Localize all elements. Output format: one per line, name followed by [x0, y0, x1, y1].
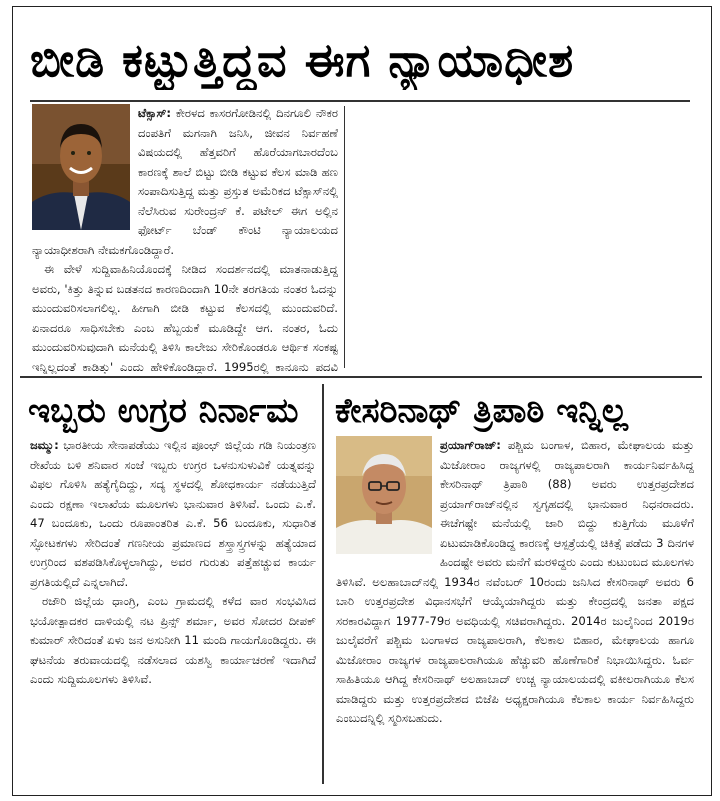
- story1-column-right: [352, 104, 692, 374]
- story3-paragraph-1: ಪಶ್ಚಿಮ ಬಂಗಾಳ, ಬಿಹಾರ, ಮೇಘಾಲಯ ಮತ್ತು ಮಿಜೋರಾಂ ರಾಜ್ಯಗಳಲ್ಲಿ ರಾಜ್ಯಪಾಲರಾಗಿ ಕಾರ್ಯನಿರ್ವಹಿಸಿದ್ದ ಕೇಸರಿನಾಥ್ ತ್ರಿಪಾಠಿ (88) ಅವರು ಉತ್ತರಪ್ರದೇಶದ ಪ್ರಯಾಗ್‌ರಾಜ್‌ನಲ್ಲಿನ ಸ್ವಗೃಹದಲ್ಲಿ ಭಾನುವಾರ ನಿಧನರಾದರು. ಈಚೆಗಷ್ಟೇ ಮನೆಯಲ್ಲಿ ಜಾರಿ ಬಿದ್ದು ಕುತ್ತಿಗೆಯ ಮೂಳೆಗೆ ಏಟುಮಾಡಿಕೊಂಡಿದ್ದ ಕಾರಣಕ್ಕೆ ಆಸ್ಪತ್ರೆಯಲ್ಲಿ ಚಿಕಿತ್ಸೆ ಪಡೆದು 3 ದಿನಗಳ ಹಿಂದಷ್ಟೇ ಅವರು ಮನೆಗೆ ಮರಳಿದ್ದರು ಎಂದು ಕುಟುಂಬದ ಮೂಲಗಳು ತಿಳಿಸಿವೆ. ಅಲಹಾಬಾದ್‌ನಲ್ಲಿ 1934ರ ನವೆಂಬರ್ 10ರಂದು ಜನಿಸಿದ ಕೇಸರಿನಾಥ್ ಅವರು 6 ಬಾರಿ ಉತ್ತರಪ್ರದೇಶ ವಿಧಾನಸಭೆಗೆ ಆಯ್ಕೆಯಾಗಿದ್ದರು ಮತ್ತು ಕೇಂದ್ರದಲ್ಲಿ ಜನತಾ ಪಕ್ಷದ ಸರಕಾರವಿದ್ದಾಗ 1977-79ರ ಅವಧಿಯಲ್ಲಿ ಸಚಿವರಾಗಿದ್ದರು. 2014ರ ಜುಲೈನಿಂದ 2019ರ ಜುಲೈವರೆಗೆ ಪಶ್ಚಿಮ ಬಂಗಾಳದ ರಾಜ್ಯಪಾಲರಾಗಿ, ಕೆಲಕಾಲ ಬಿಹಾರ, ಮೇಘಾಲಯ ಹಾಗೂ ಮಿಜೋರಾಂ ರಾಜ್ಯಗಳ ರಾಜ್ಯಪಾಲರಾಗಿಯೂ ಹೆಚ್ಚುವರಿ ಹೊಣೆಗಾರಿಕೆ ನಿಭಾಯಿಸಿದ್ದರು. ಓರ್ವ ಸಾಹಿತಿಯೂ ಆಗಿದ್ದ ಕೇಸರಿನಾಥ್ ಅಲಹಾಬಾದ್ ಉಚ್ಚ ನ್ಯಾಯಾಲಯದಲ್ಲಿ ವಕೀಲರಾಗಿಯೂ ಕೆಲಸ ಮಾಡಿದ್ದರು ಮತ್ತು ಉತ್ತರಪ್ರದೇಶದ ಬಿಜೆಪಿ ಅಧ್ಯಕ್ಷರಾಗಿಯೂ ಕೆಲಕಾಲ ಕಾರ್ಯ ನಿರ್ವಹಿಸಿದ್ದರು ಎಂಬುದನ್ನಿಲ್ಲಿ ಸ್ಮರಿಸಬಹುದು.: [336, 438, 694, 725]
- column-divider: [344, 106, 345, 368]
- story1-column-left: [32, 104, 338, 374]
- tripathi-portrait-image: [336, 436, 432, 554]
- story2-paragraph-1: ಭಾರತೀಯ ಸೇನಾಪಡೆಯು ಇಲ್ಲಿನ ಪೂಂಛ್ ಜಿಲ್ಲೆಯ ಗಡಿ ನಿಯಂತ್ರಣ ರೇಖೆಯ ಬಳಿ ಶನಿವಾರ ಸಂಜೆ ಇಬ್ಬರು ಉಗ್ರರ ಒಳನುಸುಳುವಿಕೆ ಯತ್ನವನ್ನು ವಿಫಲ ಗೊಳಿಸಿ ಹತ್ಯೆಗೈದಿದ್ದು, ಸದ್ಯ ಸ್ಥಳದಲ್ಲಿ ಶೋಧಕಾರ್ಯ ನಡೆಯುತ್ತಿದೆ ಎಂದು ರಕ್ಷಣಾ ಇಲಾಖೆಯ ಮೂಲಗಳು ಭಾನುವಾರ ತಿಳಿಸಿವೆ. ಒಂದು ಎ.ಕೆ. 47 ಬಂದೂಕು, ಒಂದು ರೂಪಾಂತರಿತ ಎ.ಕೆ. 56 ಬಂದೂಕು, ಸುಧಾರಿತ ಸ್ಫೋಟಕಗಳು ಸೇರಿದಂತೆ ಗಣನೀಯ ಪ್ರಮಾಣದ ಶಸ್ತ್ರಾಸ್ತ್ರಗಳನ್ನು ಹತ್ಯೆಯಾದ ಉಗ್ರರಿಂದ ವಶಪಡಿಸಿಕೊಳ್ಳಲಾಗಿದ್ದು, ಅವರ ಗುರುತು ಪತ್ತೆಹಚ್ಚುವ ಕಾರ್ಯ ಪ್ರಗತಿಯಲ್ಲಿದೆ ಎನ್ನಲಾಗಿದೆ.: [30, 438, 316, 589]
- story-divider: [322, 384, 324, 784]
- judge-portrait-image: [32, 104, 130, 230]
- judge-photo: [32, 104, 130, 237]
- story1-headline: ಬೀಡಿ ಕಟ್ಟುತ್ತಿದ್ದವ ಈಗ ನ್ಯಾಯಾಧೀಶ: [30, 33, 575, 87]
- tripathi-photo: [336, 436, 432, 561]
- story2-dateline: ಜಮ್ಮು:: [30, 438, 59, 452]
- story1-dateline: ಟೆಕ್ಸಾಸ್:: [138, 106, 172, 120]
- story3-body: [336, 436, 694, 786]
- story2-body: [30, 436, 316, 786]
- story2-paragraph-2: ರಜೌರಿ ಜಿಲ್ಲೆಯ ಧಾಂಗ್ರಿ, ಎಂಬ ಗ್ರಾಮದಲ್ಲಿ ಕಳೆದ ವಾರ ಸಂಭವಿಸಿದ ಭಯೋತ್ಪಾದಕರ ದಾಳಿಯಲ್ಲಿ ನಟ ಪ್ರಿನ್ಸ್ ಶರ್ಮಾ, ಅವರ ಸೋದರ ದೀಪಕ್ ಕುಮಾರ್ ಸೇರಿದಂತೆ ಏಳು ಜನ ಅಸುನೀಗಿ 11 ಮಂದಿ ಗಾಯಗೊಂಡಿದ್ದರು. ಈ ಘಟನೆಯ ತರುವಾಯದಲ್ಲಿ ನಡೆಸಲಾದ ಯಶಸ್ವಿ ಕಾರ್ಯಾಚರಣೆ ಇದಾಗಿದೆ ಎಂದು ಸುದ್ದಿಮೂಲಗಳು ತಿಳಿಸಿವೆ.: [30, 594, 316, 686]
- story3-dateline: ಪ್ರಯಾಗ್‌ರಾಜ್:: [440, 438, 501, 452]
- story2-headline: ಇಬ್ಬರು ಉಗ್ರರ ನಿರ್ನಾಮ: [28, 391, 299, 431]
- headline-underline: [30, 100, 690, 102]
- story3-headline: ಕೇಸರಿನಾಥ್ ತ್ರಿಪಾಠಿ ಇನ್ನಿಲ್ಲ: [335, 391, 628, 431]
- section-divider: [20, 376, 702, 378]
- story1-paragraph-1: ಕೇರಳದ ಕಾಸರಗೋಡಿನಲ್ಲಿ ದಿನಗೂಲಿ ನೌಕರ ದಂಪತಿಗೆ ಮಗನಾಗಿ ಜನಿಸಿ, ಜೀವನ ನಿರ್ವಹಣೆ ವಿಷಯದಲ್ಲಿ ಹೆತ್ತವರಿಗೆ ಹೊರೆಯಾಗಬಾರದೆಂಬ ಕಾರಣಕ್ಕೆ ಶಾಲೆ ಬಿಟ್ಟು ಬೀಡಿ ಕಟ್ಟುವ ಕೆಲಸ ಮಾಡಿ ಹಣ ಸಂಪಾದಿಸುತ್ತಿದ್ದ ಮತ್ತು ಪ್ರಸ್ತುತ ಅಮೆರಿಕದ ಟೆಕ್ಸಾಸ್‌ನಲ್ಲಿ ನೆಲೆಸಿರುವ ಸುರೇಂದ್ರನ್ ಕೆ. ಪಟೇಲ್ ಈಗ ಅಲ್ಲಿನ ಫೋರ್ಟ್ ಬೆಂಡ್ ಕೌಂಟಿ ನ್ಯಾಯಾಲಯದ ನ್ಯಾಯಾಧೀಶರಾಗಿ ನೇಮಕಗೊಂಡಿದ್ದಾರೆ.: [32, 106, 338, 257]
- story1-paragraph-2: ಈ ವೇಳೆ ಸುದ್ದಿವಾಹಿನಿಯೊಂದಕ್ಕೆ ನೀಡಿದ ಸಂದರ್ಶನದಲ್ಲಿ ಮಾತನಾಡುತ್ತಿದ್ದ ಅವರು, 'ಕಿತ್ತು ತಿನ್ನುವ ಬಡತನದ ಕಾರಣದಿಂದಾಗಿ 10ನೇ ತರಗತಿಯ ನಂತರ ಓದನ್ನು ಮುಂದುವರಿಸಲಾಗಲಿಲ್ಲ. ಹೀಗಾಗಿ ಬೀಡಿ ಕಟ್ಟುವ ಕೆಲಸದಲ್ಲಿ ಮುಂದುವರಿದೆ. ಏನಾದರೂ ಸಾಧಿಸಬೇಕು ಎಂಬ ಹೆಬ್ಬಯಕೆ ಮೂಡಿದ್ದೇ ಆಗ. ನಂತರ, ಓದು ಮುಂದುವರಿಸುವುದಾಗಿ ಮನೆಯಲ್ಲಿ ತಿಳಿಸಿ ಕಾಲೇಜು ಸೇರಿಕೊಂಡರೂ ಆರ್ಥಿಕ ಸಂಕಷ್ಟ ಇನ್ನಿಲ್ಲದಂತೆ ಕಾಡಿತ್ತು' ಎಂದು ಹೇಳಿಕೊಂಡಿದ್ದಾರೆ. 1995ರಲ್ಲಿ ಕಾನೂನು ಪದವಿ: [32, 262, 338, 374]
